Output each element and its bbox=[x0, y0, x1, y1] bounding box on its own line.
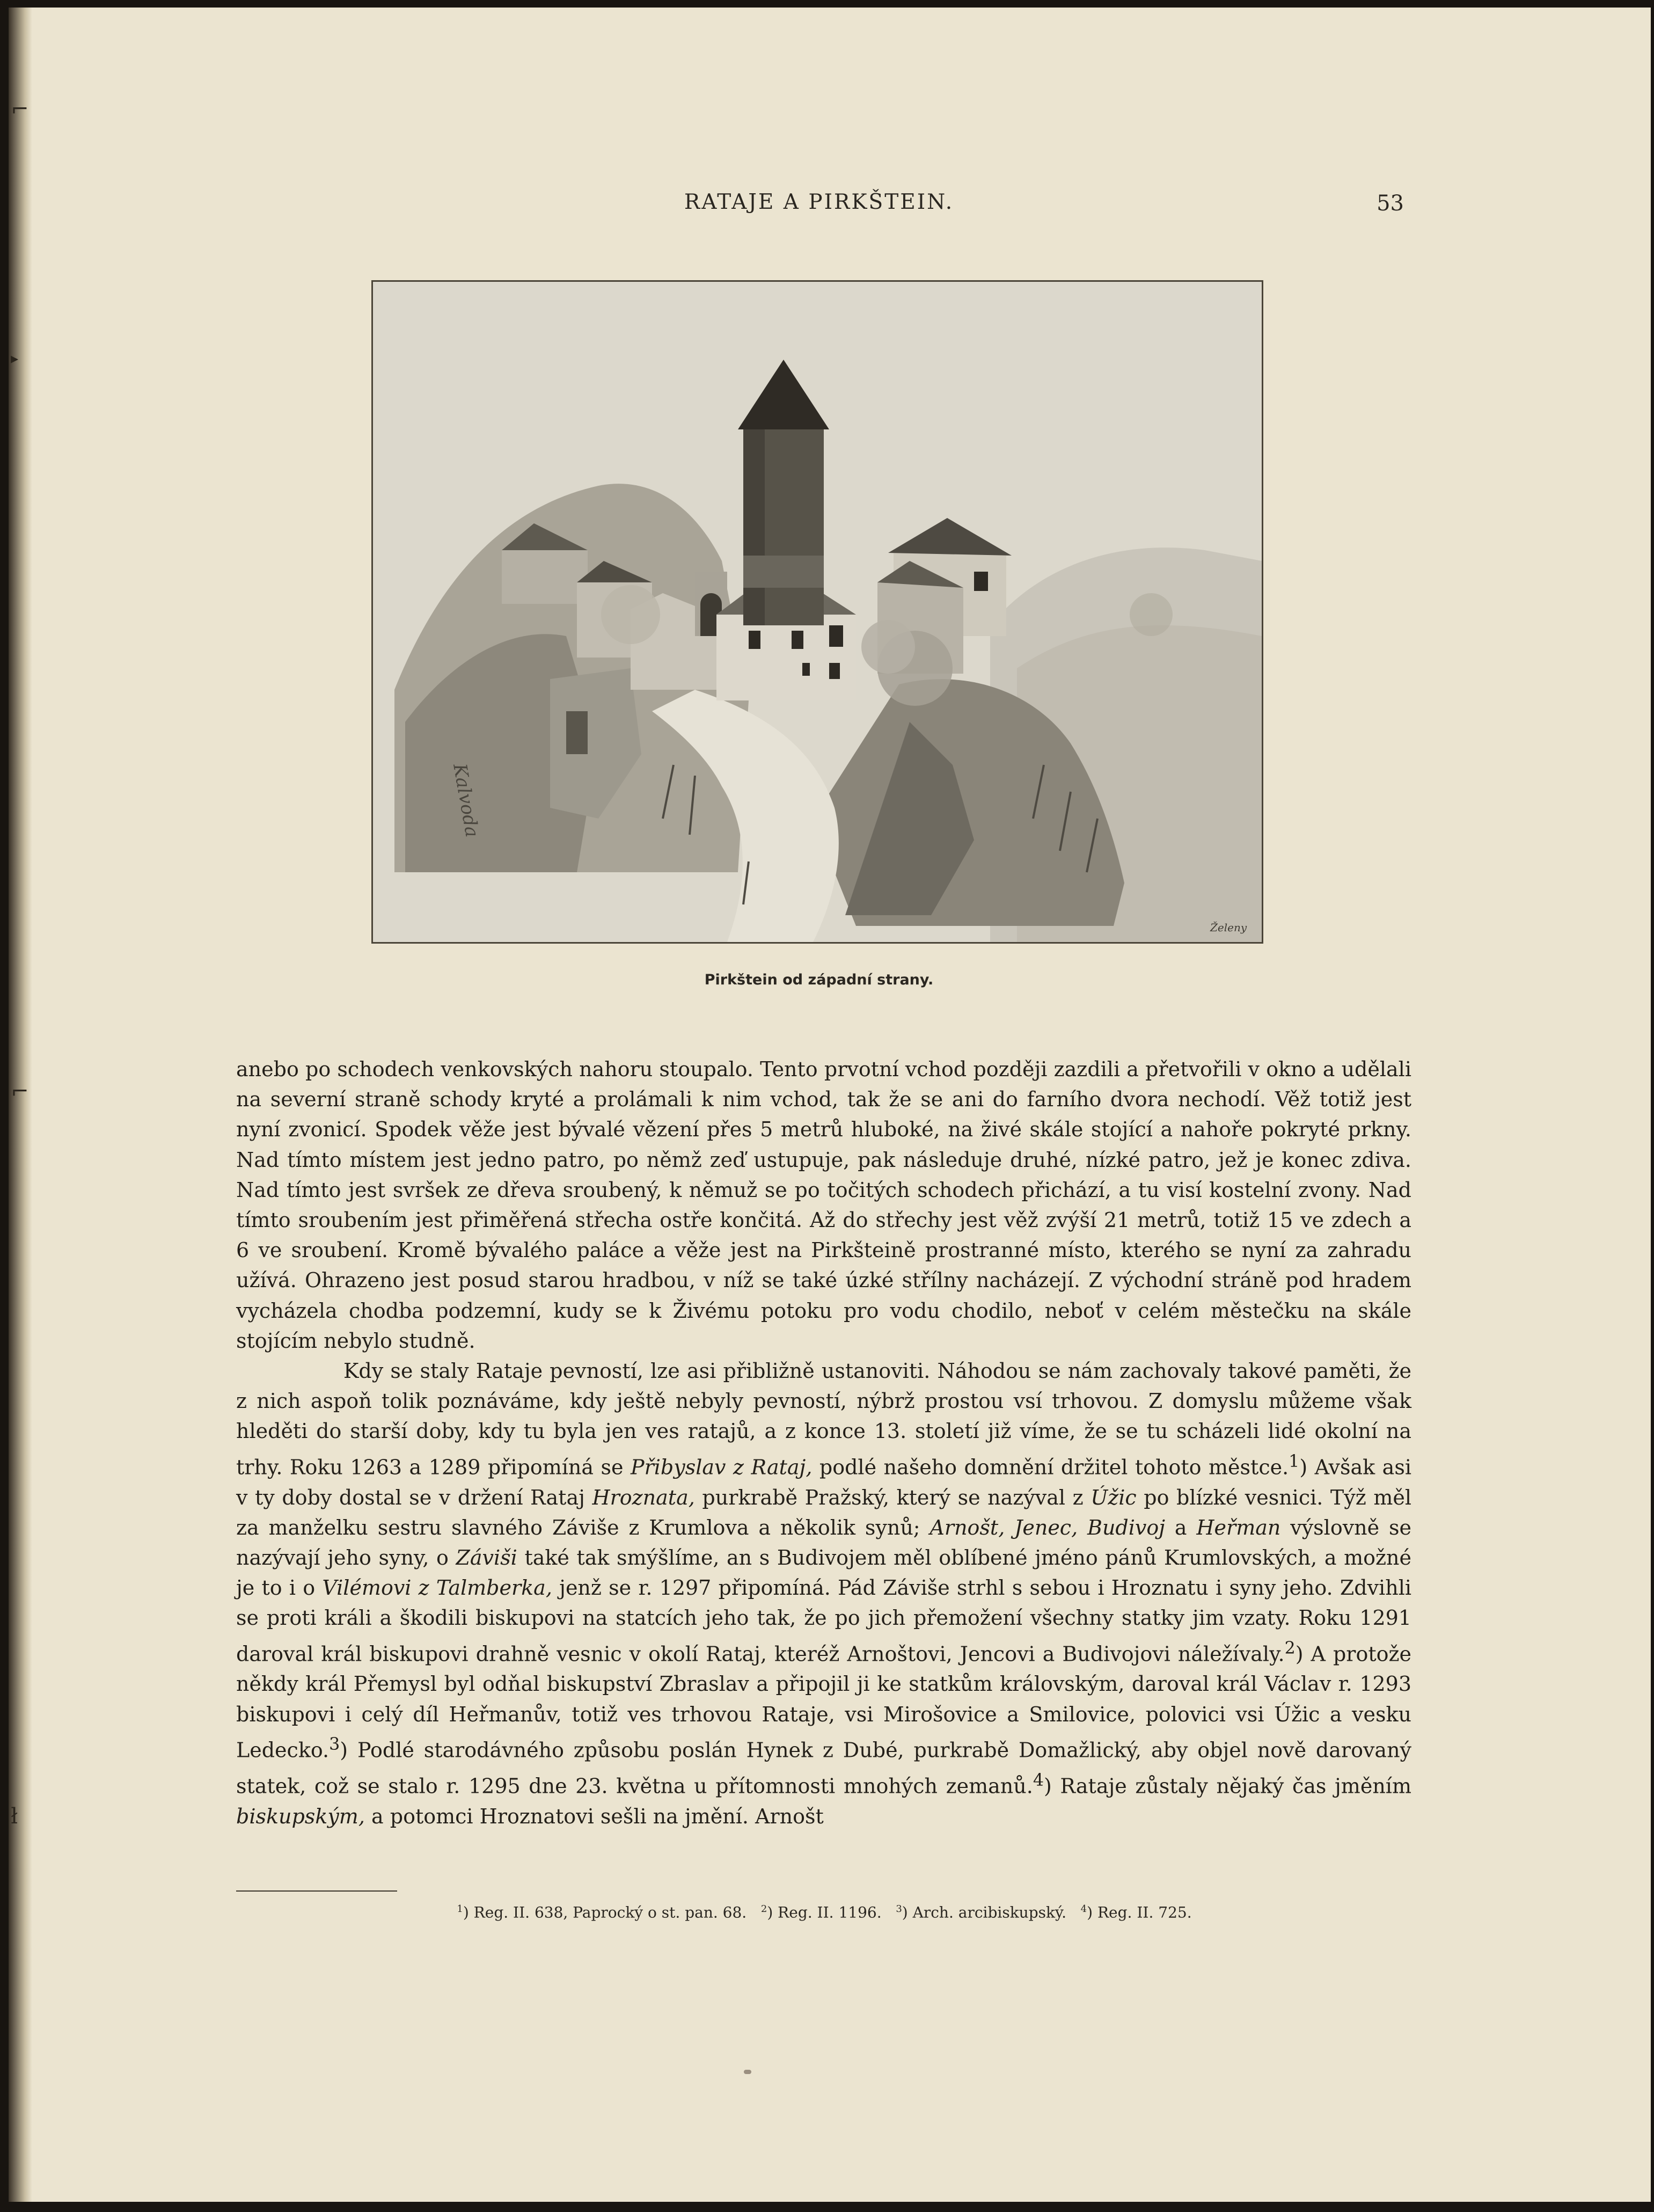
footnote-number: 3 bbox=[896, 1903, 902, 1915]
ink-smudge bbox=[744, 2070, 751, 2074]
footnote-text: Reg. II. 638, Paprocký o st. pan. 68. bbox=[473, 1903, 747, 1922]
text-run: jenž se r. 1297 připomíná. Pád Záviše strhl s sebou i Hroznatu i syny jeho. Zdvihli se proti králi a škodili biskupovi na statcích jeho tak, že po jich přemožení všechny statky jim vzaty. Roku 1291 daroval král biskupovi drahně vesnic v okolí Rataj, kteréž Arnoštovi, Jencovi a Budivojovi náležívaly. bbox=[236, 1576, 1411, 1666]
italic-name: Úžic bbox=[1091, 1485, 1137, 1509]
text-run: a bbox=[1174, 1515, 1187, 1539]
edge-mark: ⌐ bbox=[11, 97, 29, 122]
text-run: purkrabě Pražský, který se nazýval z bbox=[702, 1485, 1084, 1509]
text-run: Avšak asi v ty doby dostal se v držení Rataj bbox=[236, 1455, 1411, 1509]
italic-name: Vilémovi z Talmberka, bbox=[322, 1576, 552, 1600]
book-page bbox=[9, 8, 1651, 2202]
footnote-number: 1 bbox=[457, 1903, 463, 1915]
footnote-text: Reg. II. 725. bbox=[1097, 1903, 1192, 1922]
footnotes: $^1$) Reg. II. 638, Paprocký o st. pan. 68. $^2$) Reg. II. 1196. $^3$) Arch. arcibiskupský. $^4$) Reg. II. 725. bbox=[457, 1903, 1192, 1922]
italic-name: Záviši bbox=[456, 1545, 517, 1569]
page-header bbox=[234, 190, 1404, 222]
italic-name: Hroznata, bbox=[592, 1485, 695, 1509]
illustration-plate bbox=[371, 280, 1263, 944]
footnote-divider bbox=[236, 1890, 397, 1892]
main-text bbox=[236, 1054, 1411, 1831]
artist-signature-left: Kalvoda bbox=[449, 762, 483, 839]
footnote-number: 4 bbox=[1080, 1903, 1087, 1915]
text-run: a potomci Hroznatovi sešli na jmění. Arnošt bbox=[371, 1804, 824, 1828]
text-run: A protože někdy král Přemysl byl odňal biskupství Zbraslav a připojil ji ke statkům královským, daroval král Václav r. 1293 biskupovi i celý díl Heřmanův, totiž ves trhovou Rataje, vsi Mirošovice a Smilovice, polovici vsi Úžic a vesku Ledecko. bbox=[236, 1642, 1412, 1762]
engraver-signature-right: Želeny bbox=[1210, 921, 1247, 934]
footnote-ref: 3 bbox=[329, 1734, 340, 1754]
italic-name: Heřman bbox=[1196, 1515, 1281, 1539]
text-run: po blízké vesnici. Týž měl za manželku sestru slavného Záviše z Krumlova a několik synů; bbox=[236, 1485, 1411, 1539]
footnote-ref: 1 bbox=[1289, 1451, 1300, 1471]
paragraph: anebo po schodech venkovských nahoru stoupalo. Tento prvotní vchod později zazdili a přetvořili v okno a udělali na severní straně schody kryté a prolámali k nim vchod, tak že se ani do farního dvora nechodí. Věž totiž jest nyní zvonicí. Spodek věže jest bývalé vězení přes 5 metrů hluboké, na živé skále stojící a nahoře pokryté prkny. Nad tímto místem jest jedno patro, po němž zeď ustupuje, pak následuje druhé, nízké patro, jež je konec zdiva. Nad tímto jest svršek ze dřeva sroubený, k němuž se po točitých schodech přichází, a tu visí kostelní zvony. Nad tímto sroubením jest přiměřená střecha ostře končitá. Až do střechy jest věž zvýší 21 metrů, totiž 15 ve zdech a 6 ve sroubení. Kromě bývalého paláce a věže jest na Pirkšteině prostranné místo, kterého se nyní za zahradu užívá. Ohrazeno jest posud starou hradbou, v níž se také úzké střílny nacházejí. Z východní stráně pod hradem vycházela chodba podzemní, kudy se k Živému potoku pro vodu chodilo, neboť v celém městečku na skále stojícím nebylo studně. bbox=[236, 1057, 1411, 1353]
text-run: Kdy se staly Rataje pevností, lze asi přibližně ustanoviti. Náhodou se nám zachovaly takové paměti, že z nich aspoň tolik poznáváme, kdy ještě nebyly pevností, nýbrž prostou vsí trhovou. Z domyslu můžeme však hleděti do starší doby, kdy tu byla jen ves ratajů, a z konce 13. století již víme, že se tu scházeli lidé okolní na trhy. Roku 1263 a 1289 připomíná se bbox=[236, 1359, 1411, 1479]
gutter-shadow bbox=[9, 8, 32, 2202]
page-number: 53 bbox=[1377, 191, 1404, 216]
footnote-ref: 4 bbox=[1033, 1770, 1044, 1790]
footnote-number: 2 bbox=[760, 1903, 767, 1915]
running-title: RATAJE A PIRKŠTEIN. bbox=[684, 190, 954, 214]
italic-name: Arnošt, Jenec, Budivoj bbox=[930, 1515, 1166, 1539]
footnote-text: Arch. arcibiskupský. bbox=[912, 1903, 1066, 1922]
edge-mark: ⌐ bbox=[11, 1079, 29, 1104]
footnote-ref: 2 bbox=[1284, 1638, 1296, 1658]
text-run: také tak smýšlíme, an s Budivojem měl oblíbené jméno pánů Krumlovských, a možné je to i o bbox=[236, 1545, 1411, 1600]
text-run: Rataje zůstaly nějaký čas jměním bbox=[1060, 1774, 1411, 1798]
castle-engraving bbox=[373, 282, 1262, 942]
italic-name: biskupským, bbox=[236, 1804, 365, 1828]
illustration-caption: Pirkštein od západní strany. bbox=[704, 972, 934, 988]
text-run: Podlé starodávného způsobu poslán Hynek z Dubé, purkrabě Domažlický, aby objel nově darovaný statek, což se stalo r. 1295 dne 23. května u přítomnosti mnohých zemanů. bbox=[236, 1738, 1412, 1798]
footnote-text: Reg. II. 1196. bbox=[778, 1903, 882, 1922]
text-run: podlé našeho domnění držitel tohoto městce. bbox=[819, 1455, 1289, 1479]
italic-name: Přibyslav z Rataj, bbox=[631, 1455, 813, 1479]
text-run: výslovně se nazývají jeho syny, o bbox=[236, 1515, 1411, 1569]
edge-mark: ▸ bbox=[11, 349, 19, 367]
edge-mark: ł bbox=[11, 1804, 18, 1829]
paragraph: Kdy se staly Rataje pevností, lze asi přibližně ustanoviti. Náhodou se nám zachovaly takové paměti, že z nich aspoň tolik poznáváme, kdy ještě nebyly pevností, nýbrž prostou vsí trhovou. Z domyslu můžeme však hleděti do starší doby, kdy tu byla jen ves ratajů, a z konce 13. století již víme, že se tu scházeli lidé okolní na trhy. Roku 1263 a 1289 připomíná se Přibyslav z Rataj, podlé našeho domnění držitel tohoto městce.$^1$) Avšak asi v ty doby dostal se v držení Rataj Hroznata, purkrabě Pražský, který se nazýval z Úžic po blízké vesnici. Týž měl za manželku sestru slavného Záviše z Krumlova a několik synů; Arnošt, Jenec, Budivoj a Heřman výslovně se nazývají jeho syny, o Záviši také tak smýšlíme, an s Budivojem měl oblíbené jméno pánů Krumlovských, a možné je to i o Vilémovi z Talmberka, jenž se r. 1297 připomíná. Pád Záviše strhl s sebou i Hroznatu i syny jeho. Zdvihli se proti králi a škodili biskupovi na statcích jeho tak, že po jich přemožení všechny statky jim vzaty. Roku 1291 daroval král biskupovi drahně vesnic v okolí Rataj, kteréž Arnoštovi, Jencovi a Budivojovi náležívaly.$^2$) A protože někdy král Přemysl byl odňal biskupství Zbraslav a připojil ji ke statkům královským, daroval král Václav r. 1293 biskupovi i celý díl Heřmanův, totiž ves trhovou Rataje, vsi Mirošovice a Smilovice, polovici vsi Úžic a vesku Ledecko.$^3$) Podlé starodávného způsobu poslán Hynek z Dubé, purkrabě Domažlický, aby objel nově darovaný statek, což se stalo r. 1295 dne 23. května u přítomnosti mnohých zemanů.$^4$) Rataje zůstaly nějaký čas jměním biskupským, a potomci Hroznatovi sešli na jmění. Arnošt bbox=[236, 1359, 1412, 1828]
